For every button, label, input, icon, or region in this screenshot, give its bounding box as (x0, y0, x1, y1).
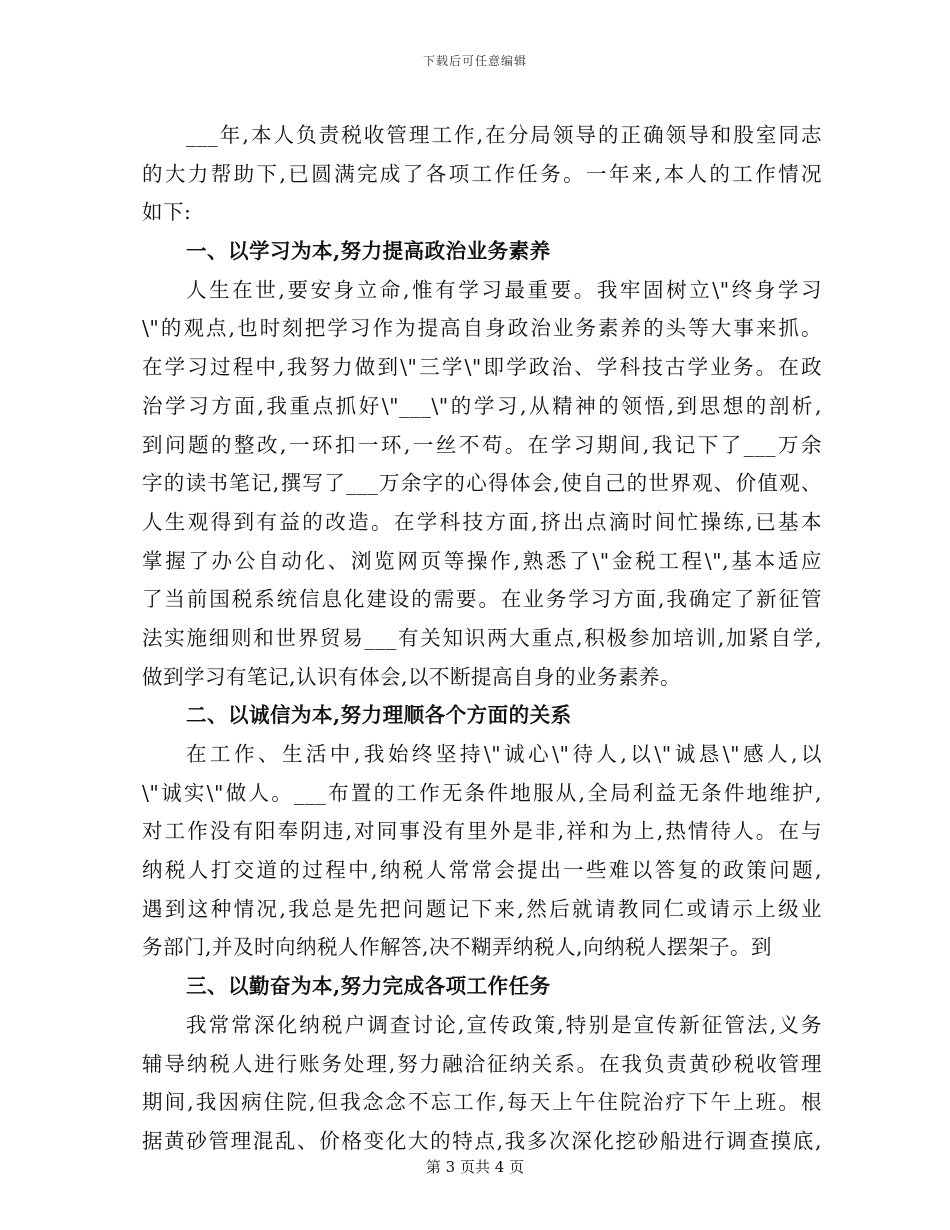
text-line: \"诚实\"做人。___布置的工作无条件地服从,全局利益无条件地维护, (142, 780, 822, 805)
text-line: 辅导纳税人进行账务处理,努力融洽征纳关系。在我负责黄砂税收管理 (142, 1051, 822, 1076)
text-line: \"的观点,也时刻把学习作为提高自身政治业务素养的头等大事来抓。 (142, 316, 822, 341)
section-heading: 三、以勤奋为本,努力完成各项工作任务 (186, 974, 551, 999)
page-footer: 第 3 页共 4 页 (425, 1158, 525, 1176)
document-body (142, 116, 822, 1161)
text-line: 纳税人打交道的过程中,纳税人常常会提出一些难以答复的政策问题, (142, 858, 822, 883)
text-line: 字的读书笔记,撰写了___万余字的心得体会,使自己的世界观、价值观、 (142, 471, 822, 496)
text-line: 掌握了办公自动化、浏览网页等操作,熟悉了\"金税工程\",基本适应 (142, 548, 822, 573)
text-line: 遇到这种情况,我总是先把问题记下来,然后就请教同仁或请示上级业 (142, 896, 822, 921)
text-line: 到问题的整改,一环扣一环,一丝不苟。在学习期间,我记下了___万余 (142, 432, 822, 457)
text-line: 治学习方面,我重点抓好\"___\"的学习,从精神的领悟,到思想的剖析, (142, 393, 822, 418)
text-line: 人生在世,要安身立命,惟有学习最重要。我牢固树立\"终身学习 (186, 277, 822, 302)
text-line: ___年,本人负责税收管理工作,在分局领导的正确领导和股室同志 (186, 123, 822, 147)
text-line: 了当前国税系统信息化建设的需要。在业务学习方面,我确定了新征管 (142, 587, 822, 612)
text-line: 在学习过程中,我努力做到\"三学\"即学政治、学科技古学业务。在政 (142, 355, 822, 380)
text-line: 据黄砂管理混乱、价格变化大的特点,我多次深化挖砂船进行调查摸底, (142, 1128, 822, 1153)
text-line: 我常常深化纳税户调查讨论,宣传政策,特别是宣传新征管法,义务 (186, 1012, 822, 1037)
text-line: 人生观得到有益的改造。在学科技方面,挤出点滴时间忙操练,已基本 (142, 509, 822, 534)
text-line: 务部门,并及时向纳税人作解答,决不糊弄纳税人,向纳税人摆架子。到 (142, 935, 773, 960)
text-line: 在工作、生活中,我始终坚持\"诚心\"待人,以\"诚恳\"感人,以 (186, 742, 822, 766)
text-line: 对工作没有阳奉阴违,对同事没有里外是非,祥和为上,热情待人。在与 (142, 819, 822, 844)
text-line: 的大力帮助下,已圆满完成了各项工作任务。一年来,本人的工作情况 (142, 161, 822, 186)
text-line: 做到学习有笔记,认识有体会,以不断提高自身的业务素养。 (142, 664, 682, 689)
section-heading: 一、以学习为本,努力提高政治业务素养 (186, 239, 551, 264)
text-line: 期间,我因病住院,但我念念不忘工作,每天上午住院治疗下午上班。根 (142, 1090, 822, 1115)
page-header: 下载后可任意编辑 (422, 54, 527, 68)
text-line: 法实施细则和世界贸易___有关知识两大重点,积极参加培训,加紧自学, (142, 625, 822, 650)
text-line: 如下: (142, 200, 192, 225)
section-heading: 二、以诚信为本,努力理顺各个方面的关系 (186, 703, 572, 728)
